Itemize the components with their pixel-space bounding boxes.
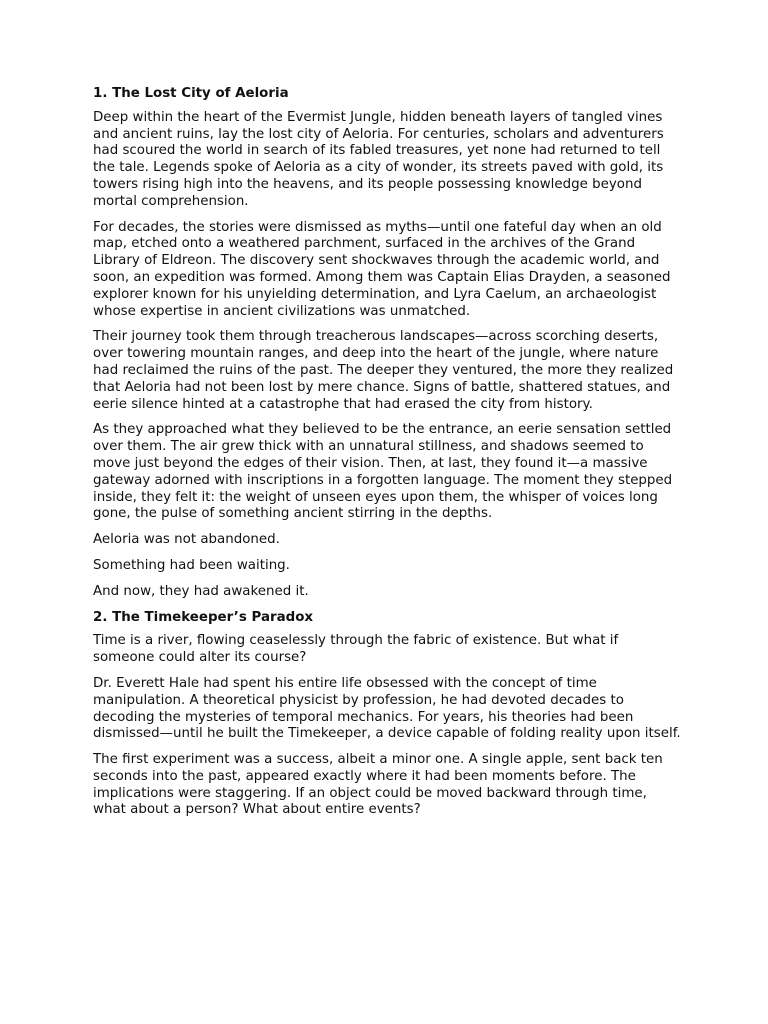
paragraph: Deep within the heart of the Evermist Jungle, hidden beneath layers of tangled vines and ancient ruins, lay the lost city of Aeloria. For centuries, scholars and adventurers had scoured the world in search of its fabled treasures, yet none had returned to tell the tale. Legends spoke of Aeloria as a city of wonder, its streets paved with gold, its towers rising high into the heavens, and its people possessing knowledge beyond mortal comprehension. xyxy=(93,109,664,209)
section-timekeeper xyxy=(93,610,683,820)
document-page xyxy=(93,86,683,828)
paragraph: Something had been waiting. xyxy=(93,557,290,573)
paragraph: Their journey took them through treacherous landscapes—across scorching deserts, over towering mountain ranges, and deep into the heart of the jungle, where nature had reclaimed the ruins of the past. The deeper they ventured, the more they realized that Aeloria had not been lost by mere chance. Signs of battle, shattered statues, and eerie silence hinted at a catastrophe that had erased the city from history. xyxy=(93,329,674,412)
paragraph: Dr. Everett Hale had spent his entire life obsessed with the concept of time manipulation. A theoretical physicist by profession, he had devoted decades to decoding the mysteries of temporal mechanics. For years, his theories had been dismissed—until he built the Timekeeper, a device capable of folding reality upon itself. xyxy=(93,675,681,742)
paragraph: For decades, the stories were dismissed as myths—until one fateful day when an old map, etched onto a weathered parchment, surfaced in the archives of the Grand Library of Eldreon. The discovery sent shockwaves through the academic world, and soon, an expedition was formed. Among them was Captain Elias Drayden, a seasoned explorer known for his unyielding determination, and Lyra Caelum, an archaeologist whose expertise in ancient civilizations was unmatched. xyxy=(93,219,671,319)
section-heading: 2. The Timekeeper’s Paradox xyxy=(93,609,314,625)
paragraph: Time is a river, flowing ceaselessly through the fabric of existence. But what if someone could alter its course? xyxy=(93,633,619,666)
paragraph: The first experiment was a success, albeit a minor one. A single apple, sent back ten seconds into the past, appeared exactly where it had been moments before. The implications were staggering. If an object could be moved backward through time, what about a person? What about entire events? xyxy=(93,752,663,818)
section-heading: 1. The Lost City of Aeloria xyxy=(93,86,289,101)
paragraph: Aeloria was not abandoned. xyxy=(93,532,280,548)
paragraph: And now, they had awakened it. xyxy=(93,583,309,599)
paragraph: As they approached what they believed to be the entrance, an eerie sensation settled over them. The air grew thick with an unnatural stillness, and shadows seemed to move just beyond the edges of their vision. Then, at last, they found it—a massive gateway adorned with inscriptions in a forgotten language. The moment they stepped inside, they felt it: the weight of unseen eyes upon them, the whisper of voices long gone, the pulse of something ancient stirring in the depths. xyxy=(93,422,673,522)
section-lost-city xyxy=(93,86,683,601)
